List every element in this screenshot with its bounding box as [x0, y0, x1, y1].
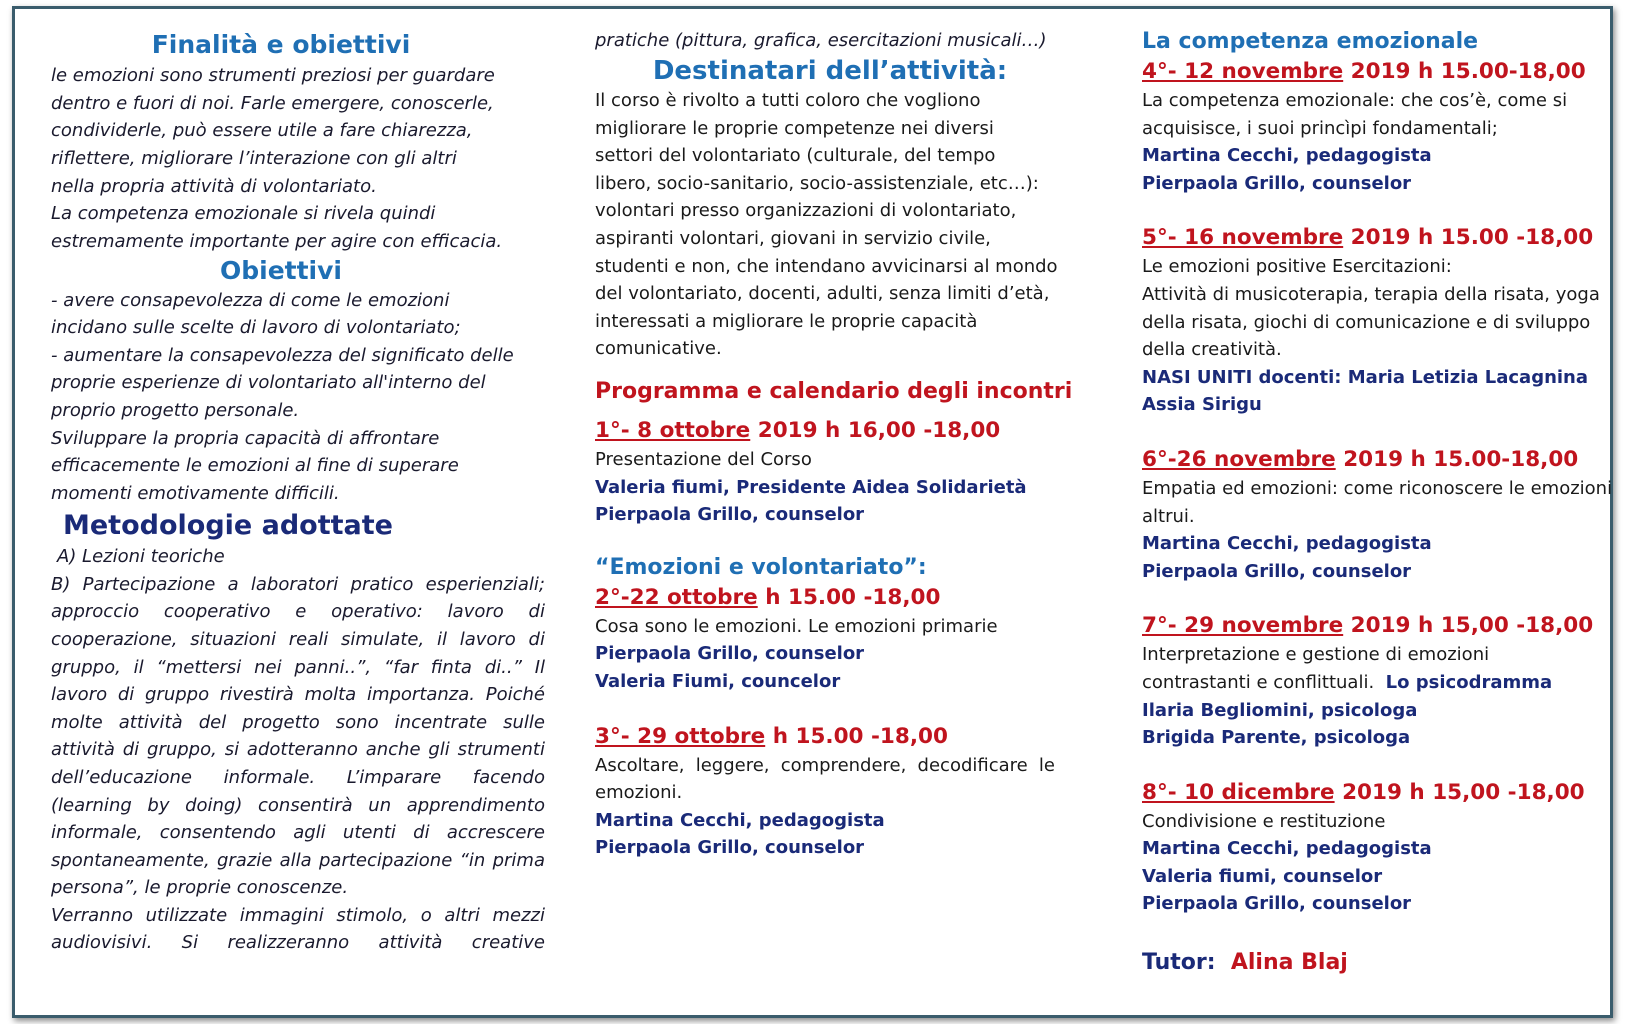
meeting-1 [595, 416, 1095, 529]
speaker: Ilaria Begliomini, psicologa [1142, 699, 1418, 721]
meeting-time: h 15.00 -18,00 [765, 723, 948, 749]
meeting-number-date: 2°-22 ottobre [595, 584, 758, 610]
meeting-desc: La competenza emozionale: che cos’è, come si [1142, 90, 1568, 111]
finalita-text [51, 62, 545, 255]
text-line: - aumentare la consapevolezza del significato delle [51, 344, 514, 366]
speaker: Pierpaola Grillo, counselor [1142, 172, 1412, 194]
pratiche-line: pratiche (pittura, grafica, esercitazioni musicali…) [595, 30, 1047, 51]
speaker: Martina Cecchi, pedagogista [1142, 533, 1432, 555]
meeting-speakers [595, 640, 1095, 695]
meeting-7 [1142, 611, 1622, 751]
obiettivi-text [51, 287, 545, 508]
text-line: efficacemente le emozioni al fine di superare [51, 455, 459, 477]
text-line: Sviluppare la propria capacità di affrontare [51, 427, 440, 449]
text-line: comunicative. [595, 338, 722, 360]
meeting-date [1142, 445, 1622, 475]
meeting-time: 2019 h 15.00-18,00 [1343, 59, 1586, 84]
metodo-a: A) Lezioni teoriche [57, 546, 225, 568]
meeting-number-date: 8°- 10 dicembre [1142, 779, 1335, 805]
meeting-number-date: 7°- 29 novembre [1142, 613, 1344, 639]
text-line: Il corso è rivolto a tutti coloro che vogliono [595, 90, 981, 112]
metodologie-title: Metodologie adottate [63, 510, 393, 542]
text-line: momenti emotivamente difficili. [51, 482, 340, 504]
obiettivi-title: Obiettivi [219, 256, 342, 286]
programma-title: Programma e calendario degli incontri [595, 379, 1073, 405]
meeting-time: 2019 h 15,00 -18,00 [1343, 613, 1594, 639]
meeting-date [595, 722, 1095, 752]
destinatari-text [595, 87, 1095, 363]
meeting-desc: altrui. [1142, 505, 1195, 527]
speaker: Pierpaola Grillo, counselor [595, 504, 865, 526]
meeting-2 [595, 583, 1095, 696]
meeting-date [1142, 611, 1622, 641]
text-line: riflettere, migliorare l’interazione con gli altri [51, 148, 457, 170]
desc-bold: Lo psicodramma [1385, 671, 1553, 693]
meeting-speakers [595, 474, 1095, 529]
text-line: proprio progetto personale. [51, 400, 300, 422]
speaker: Valeria fiumi, Presidente Aidea Solidarietà [595, 476, 1027, 498]
text-line: interessati a migliorare le proprie capacità [595, 310, 978, 332]
competenza-title: La competenza emozionale [1142, 29, 1479, 54]
emozioni-title: “Emozioni e volontariato”: [595, 554, 927, 580]
meeting-number-date: 4°- 12 novembre [1142, 59, 1344, 84]
meeting-desc: Cosa sono le emozioni. Le emozioni primarie [595, 615, 998, 637]
meeting-desc: Ascoltare, leggere, comprendere, decodificare le [595, 754, 1055, 776]
meeting-3 [595, 722, 1095, 862]
meeting-time: 2019 h 16,00 -18,00 [750, 418, 1001, 444]
meeting-time: h 15.00 -18,00 [757, 584, 941, 610]
meeting-time: 2019 h 15,00 -18,00 [1334, 779, 1585, 805]
speaker: NASI UNITI docenti: Maria Letizia Lacagnina [1142, 366, 1589, 388]
speaker: Martina Cecchi, pedagogista [595, 809, 885, 831]
meeting-desc: Interpretazione e gestione di emozioni [1142, 644, 1490, 666]
meeting-desc: Empatia ed emozioni: come riconoscere le emozioni [1142, 477, 1613, 499]
speaker: Pierpaola Grillo, counselor [1142, 893, 1412, 915]
meeting-desc [1142, 669, 1622, 697]
speaker: Brigida Parente, psicologa [1142, 727, 1411, 749]
meeting-speakers [1142, 530, 1622, 585]
speaker: Martina Cecchi, pedagogista [1142, 145, 1432, 167]
text-line: migliorare le proprie competenze nei diversi [595, 117, 994, 139]
text-line: condividerle, può essere utile a fare chiarezza, [51, 120, 473, 142]
meeting-speakers [1142, 142, 1622, 197]
text-line: incidano sulle scelte di lavoro di volontariato; [51, 317, 461, 339]
text-line: libero, socio-sanitario, socio-assistenziale, etc…): [595, 172, 1039, 194]
meeting-date [1142, 57, 1622, 87]
metodo-b: B) Partecipazione a laboratori pratico esperienziali; approccio cooperativo e operativo: lavoro di cooperazione, situazioni reali simulate, il lavoro di gruppo, il “mettersi nei panni..”, “far finta di..” Il lavoro di gruppo rivestirà molta importanza. Poiché molte attività del progetto sono incentrate sulle attività di gruppo, si adotteranno anche gli strumenti dell’educazione informale. L’imparare facendo (learning by doing) consentirà un apprendimento informale, consentendo agli utenti di accrescere spontaneamente, grazie alla partecipazione “in prima persona”, le proprie conoscenze. [51, 573, 545, 899]
meeting-desc: della creatività. [1142, 339, 1282, 361]
text-line: La competenza emozionale si rivela quindi [51, 203, 436, 225]
column-3 [1142, 9, 1622, 978]
speaker: Pierpaola Grillo, counselor [595, 837, 865, 859]
meeting-8 [1142, 778, 1622, 918]
text-line: aspiranti volontari, giovani in servizio civile, [595, 228, 991, 250]
speaker: Pierpaola Grillo, counselor [1142, 560, 1412, 582]
speaker: Pierpaola Grillo, counselor [595, 643, 865, 665]
text-line: studenti e non, che intendano avvicinarsi al mondo [595, 255, 1058, 277]
meeting-time: 2019 h 15.00-18,00 [1335, 446, 1579, 472]
meeting-speakers [1142, 835, 1622, 918]
desc-text: contrastanti e conflittuali. [1142, 671, 1375, 693]
meeting-desc: Le emozioni positive Esercitazioni: [1142, 256, 1452, 278]
text-line: settori del volontariato (culturale, del tempo [595, 145, 996, 167]
meeting-desc: della risata, giochi di comunicazione e di sviluppo [1142, 311, 1591, 333]
meeting-4 [1142, 57, 1622, 197]
meeting-number-date: 6°-26 novembre [1142, 446, 1336, 472]
meeting-speakers [1142, 364, 1622, 419]
meeting-6 [1142, 445, 1622, 585]
meeting-desc: emozioni. [595, 782, 683, 804]
tutor-name: Alina Blaj [1230, 950, 1348, 976]
text-line: le emozioni sono strumenti preziosi per guardare [51, 65, 495, 87]
speaker: Valeria fiumi, counselor [1142, 865, 1383, 887]
meeting-desc: Condivisione e restituzione [1142, 810, 1386, 832]
metodo-c: Verranno utilizzate immagini stimolo, o altri mezzi audiovisivi. Si realizzeranno attività creative [51, 904, 545, 954]
destinatari-title: Destinatari dell’attività: [652, 55, 1008, 86]
meeting-date [1142, 778, 1622, 808]
finalita-title: Finalità e obiettivi [151, 30, 411, 59]
meeting-date [1142, 223, 1622, 253]
text-line: del volontariato, docenti, adulti, senza limiti d’età, [595, 283, 1050, 305]
meeting-speakers [595, 807, 1095, 862]
column-2 [595, 9, 1095, 862]
speaker: Valeria Fiumi, councelor [595, 671, 841, 692]
brochure-panel [12, 6, 1613, 1018]
text-line: dentro e fuori di noi. Farle emergere, conoscerle, [51, 92, 494, 114]
meeting-desc: Presentazione del Corso [595, 449, 812, 471]
meeting-5 [1142, 223, 1622, 419]
meeting-desc: Attività di musicoterapia, terapia della risata, yoga [1142, 283, 1600, 305]
meeting-number-date: 1°- 8 ottobre [595, 418, 751, 444]
text-line: volontari presso organizzazioni di volontariato, [595, 200, 1017, 222]
text-line: estremamente importante per agire con efficacia. [51, 230, 503, 252]
column-1 [51, 9, 545, 957]
text-line: nella propria attività di volontariato. [51, 175, 377, 197]
tutor-line [1142, 948, 1622, 978]
meeting-date [595, 416, 1095, 446]
meeting-date [595, 583, 1095, 613]
text-line: - avere consapevolezza di come le emozioni [51, 289, 450, 311]
meeting-speakers [1142, 697, 1622, 752]
meeting-time: 2019 h 15.00 -18,00 [1343, 225, 1594, 251]
meeting-number-date: 5°- 16 novembre [1142, 225, 1344, 251]
meeting-number-date: 3°- 29 ottobre [595, 723, 766, 749]
speaker: Martina Cecchi, pedagogista [1142, 838, 1432, 860]
speaker: Assia Sirigu [1142, 394, 1262, 416]
text-line: proprie esperienze di volontariato all'interno del [51, 372, 486, 394]
tutor-label: Tutor: [1142, 950, 1216, 976]
meeting-desc: acquisisce, i suoi princìpi fondamentali; [1142, 117, 1498, 139]
